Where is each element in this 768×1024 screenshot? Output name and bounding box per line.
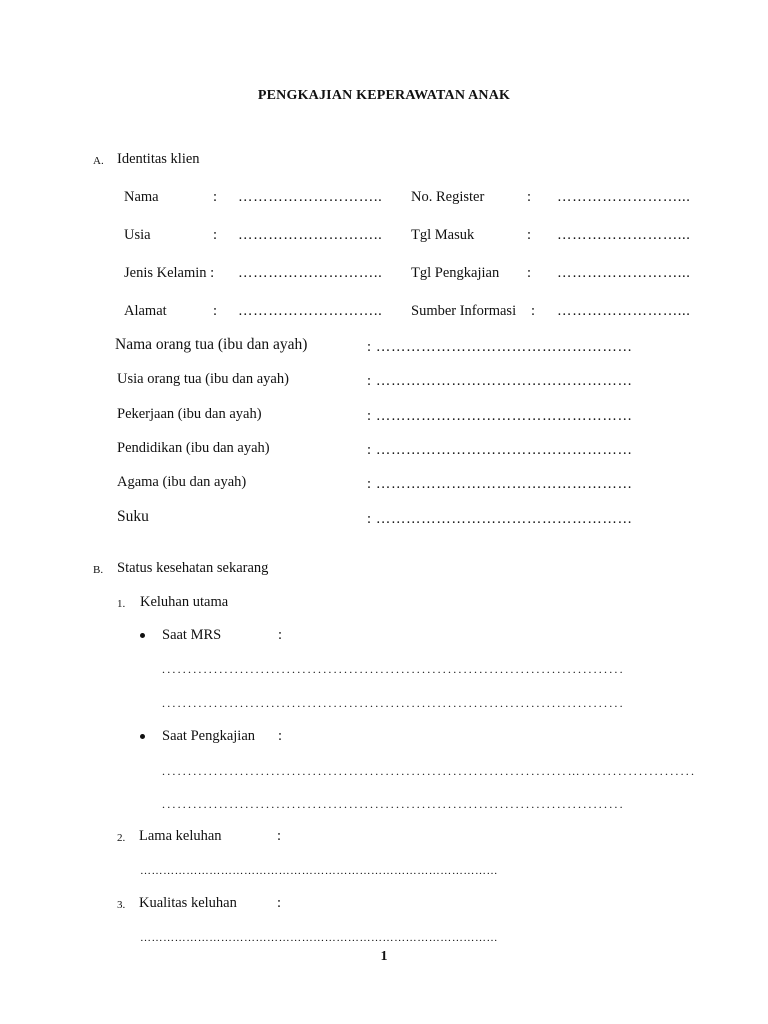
item-1-number: 1. xyxy=(117,598,126,610)
field-label-usia-orang-tua: Usia orang tua (ibu dan ayah) xyxy=(117,371,289,387)
item-2-colon: : xyxy=(277,828,282,844)
section-a-letter: A. xyxy=(93,155,104,167)
item-3-label: Kualitas keluhan xyxy=(139,895,237,911)
field-label-pendidikan: Pendidikan (ibu dan ayah) xyxy=(117,440,270,456)
bullet-icon xyxy=(140,633,145,638)
page-number: 1 xyxy=(380,949,388,964)
field-dots-tgl-masuk[interactable]: ……………………... xyxy=(557,227,691,243)
sub-label-saat-pengkajian: Saat Pengkajian xyxy=(162,728,256,744)
answer-line-saat-pengkajian-1[interactable]: ..............................................................................…...................... xyxy=(162,764,697,778)
field-dots-pendidikan[interactable]: : …………………………………………… xyxy=(367,442,633,458)
field-dots-sumber-informasi[interactable]: ……………………... xyxy=(557,303,691,319)
field-label-tgl-masuk: Tgl Masuk xyxy=(411,227,475,243)
field-colon-tgl-masuk: : xyxy=(527,227,532,243)
answer-line-lama-keluhan[interactable]: ………………………………………………………………………………… xyxy=(140,865,499,877)
sub-colon-saat-mrs: : xyxy=(278,627,283,643)
answer-line-kualitas-keluhan[interactable]: ………………………………………………………………………………… xyxy=(140,932,499,944)
field-colon-usia: : xyxy=(213,227,218,243)
field-label-alamat: Alamat xyxy=(124,303,167,319)
field-label-usia: Usia xyxy=(124,227,151,243)
field-colon-sumber-informasi: : xyxy=(531,303,536,319)
field-label-nama: Nama xyxy=(124,189,159,205)
field-dots-jenis-kelamin[interactable]: ……………………….. xyxy=(238,265,383,281)
document-title: PENGKAJIAN KEPERAWATAN ANAK xyxy=(257,88,511,103)
field-colon-nama: : xyxy=(213,189,218,205)
item-1-label: Keluhan utama xyxy=(140,594,229,610)
field-label-jenis-kelamin: Jenis Kelamin : xyxy=(124,265,215,281)
sub-label-saat-mrs: Saat MRS xyxy=(162,627,222,643)
field-dots-agama[interactable]: : …………………………………………… xyxy=(367,476,633,492)
field-label-no-register: No. Register xyxy=(411,189,485,205)
answer-line-saat-mrs-2[interactable]: ......................................................................................... xyxy=(162,696,625,710)
field-dots-alamat[interactable]: ……………………….. xyxy=(238,303,383,319)
field-dots-no-register[interactable]: ……………………... xyxy=(557,189,691,205)
field-colon-tgl-pengkajian: : xyxy=(527,265,532,281)
item-3-colon: : xyxy=(277,895,282,911)
field-label-pekerjaan: Pekerjaan (ibu dan ayah) xyxy=(117,406,262,422)
field-dots-nama[interactable]: ……………………….. xyxy=(238,189,383,205)
section-a-heading: Identitas klien xyxy=(117,151,200,167)
field-dots-pekerjaan[interactable]: : …………………………………………… xyxy=(367,408,633,424)
item-2-number: 2. xyxy=(117,832,126,844)
field-colon-no-register: : xyxy=(527,189,532,205)
field-colon-alamat: : xyxy=(213,303,218,319)
field-label-agama: Agama (ibu dan ayah) xyxy=(117,474,247,490)
item-3-number: 3. xyxy=(117,899,126,911)
field-dots-usia[interactable]: ……………………….. xyxy=(238,227,383,243)
field-label-suku: Suku xyxy=(117,508,149,525)
answer-line-saat-pengkajian-2[interactable]: ......................................................................................... xyxy=(162,797,625,811)
field-label-nama-orang-tua: Nama orang tua (ibu dan ayah) xyxy=(115,336,308,353)
field-dots-nama-orang-tua[interactable]: : …………………………………………… xyxy=(367,339,633,355)
field-label-sumber-informasi: Sumber Informasi xyxy=(411,303,517,319)
section-b-heading: Status kesehatan sekarang xyxy=(117,560,269,576)
field-dots-usia-orang-tua[interactable]: : …………………………………………… xyxy=(367,373,633,389)
sub-colon-saat-pengkajian: : xyxy=(278,728,283,744)
item-2-label: Lama keluhan xyxy=(139,828,222,844)
field-dots-suku[interactable]: : …………………………………………… xyxy=(367,511,633,527)
answer-line-saat-mrs-1[interactable]: ......................................................................................... xyxy=(162,662,625,676)
bullet-icon xyxy=(140,734,145,739)
section-b-letter: B. xyxy=(93,564,104,576)
field-dots-tgl-pengkajian[interactable]: ……………………... xyxy=(557,265,691,281)
field-label-tgl-pengkajian: Tgl Pengkajian xyxy=(411,265,500,281)
